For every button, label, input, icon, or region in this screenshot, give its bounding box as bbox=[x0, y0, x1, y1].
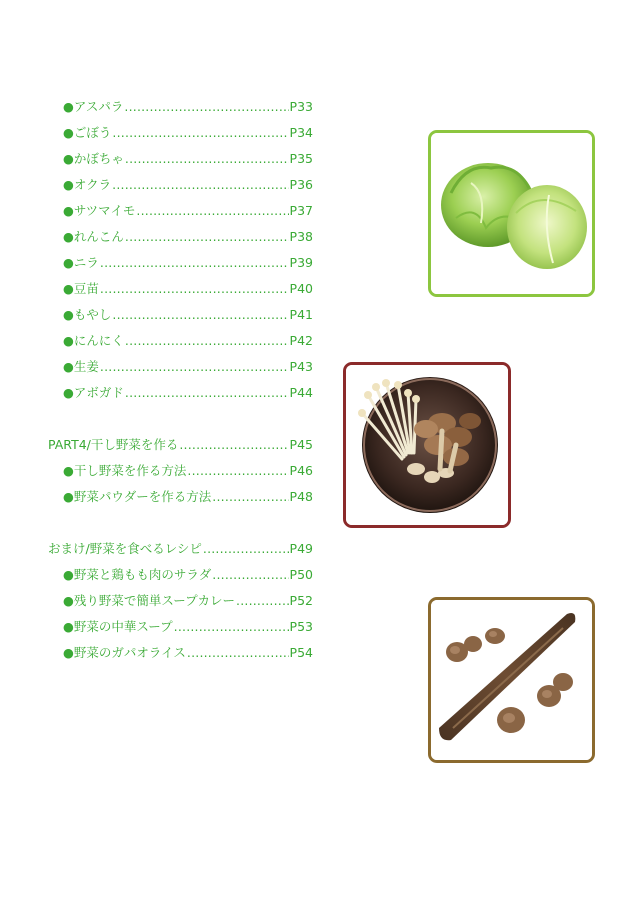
toc-entry-label: ●れんこん bbox=[63, 229, 124, 244]
mushroom-illustration bbox=[346, 365, 508, 525]
toc-entry-page: P36 bbox=[289, 177, 313, 192]
toc-entry-veg-powder-method bbox=[63, 489, 313, 505]
toc-entry-label: ●オクラ bbox=[63, 177, 112, 192]
leader-dots bbox=[179, 437, 288, 453]
toc-entry-page: P37 bbox=[289, 203, 313, 218]
toc-entry-avocado bbox=[63, 385, 313, 401]
leader-dots bbox=[203, 541, 289, 557]
toc-entry-label: ●干し野菜を作る方法 bbox=[63, 463, 187, 478]
taro-illustration bbox=[431, 600, 592, 760]
toc-entry-label: ●サツマイモ bbox=[63, 203, 136, 218]
toc-entry-page: P50 bbox=[289, 567, 313, 582]
leader-dots bbox=[100, 281, 289, 297]
leader-dots bbox=[125, 151, 289, 167]
toc-entry-label: ●もやし bbox=[63, 307, 112, 322]
toc-entry-label: ●残り野菜で簡単スープカレー bbox=[63, 593, 236, 608]
toc-entry-chives bbox=[63, 255, 313, 271]
leader-dots bbox=[125, 333, 289, 349]
toc-entry-label: ●野菜のガパオライス bbox=[63, 645, 186, 660]
leader-dots bbox=[236, 593, 289, 609]
toc-entry-page: P54 bbox=[289, 645, 313, 660]
toc-entry-ginger bbox=[63, 359, 313, 375]
toc-entry-page: P40 bbox=[289, 281, 313, 296]
toc-entry-page: P42 bbox=[289, 333, 313, 348]
toc-entry-page: P48 bbox=[289, 489, 313, 504]
toc-part4-heading bbox=[48, 437, 313, 453]
toc-entry-label: ●かぼちゃ bbox=[63, 151, 124, 166]
leader-dots bbox=[136, 203, 288, 219]
toc-entry-lotus-root bbox=[63, 229, 313, 245]
toc-entry-asparagus bbox=[63, 99, 313, 115]
toc-entry-page: P35 bbox=[289, 151, 313, 166]
taro-photo bbox=[428, 597, 595, 763]
leader-dots bbox=[187, 645, 289, 661]
leader-dots bbox=[112, 177, 288, 193]
toc-entry-garlic bbox=[63, 333, 313, 349]
toc-heading-page: P45 bbox=[289, 437, 313, 452]
toc-entry-page: P44 bbox=[289, 385, 313, 400]
toc-entry-page: P53 bbox=[289, 619, 313, 634]
leader-dots bbox=[125, 229, 289, 245]
leader-dots bbox=[212, 567, 288, 583]
toc-entry-chicken-salad bbox=[63, 567, 313, 583]
toc-entry-page: P52 bbox=[289, 593, 313, 608]
toc-entry-label: ●アボガド bbox=[63, 385, 124, 400]
toc-entry-page: P41 bbox=[289, 307, 313, 322]
toc-entry-label: ●野菜と鶏もも肉のサラダ bbox=[63, 567, 212, 582]
toc-entry-page: P38 bbox=[289, 229, 313, 244]
toc-entry-label: ●豆苗 bbox=[63, 281, 99, 296]
toc-entry-label: ●ニラ bbox=[63, 255, 99, 270]
leader-dots bbox=[112, 307, 288, 323]
leader-dots bbox=[112, 125, 288, 141]
lettuce-photo bbox=[428, 130, 595, 297]
mushroom-photo bbox=[343, 362, 511, 528]
toc-entry-bean-sprouts bbox=[63, 307, 313, 323]
toc-heading-label: PART4/干し野菜を作る bbox=[48, 437, 179, 452]
toc-heading-page: P49 bbox=[289, 541, 313, 556]
leader-dots bbox=[187, 463, 288, 479]
toc-entry-label: ●野菜の中華スープ bbox=[63, 619, 173, 634]
toc-entry-soup-curry bbox=[63, 593, 313, 609]
toc-entry-page: P34 bbox=[289, 125, 313, 140]
toc-entry-page: P39 bbox=[289, 255, 313, 270]
toc-entry-okra bbox=[63, 177, 313, 193]
leader-dots bbox=[100, 255, 289, 271]
toc-entry-label: ●生姜 bbox=[63, 359, 99, 374]
toc-entry-dried-veg-method bbox=[63, 463, 313, 479]
toc-entry-label: ●アスパラ bbox=[63, 99, 124, 114]
toc-entry-label: ●野菜パウダーを作る方法 bbox=[63, 489, 212, 504]
toc-entry-label: ●ごぼう bbox=[63, 125, 112, 140]
toc-bonus-heading bbox=[48, 541, 313, 557]
toc-entry-chinese-soup bbox=[63, 619, 313, 635]
toc-entry-pumpkin bbox=[63, 151, 313, 167]
leader-dots bbox=[124, 99, 288, 115]
leader-dots bbox=[125, 385, 289, 401]
leader-dots bbox=[174, 619, 289, 635]
lettuce-illustration bbox=[431, 133, 592, 294]
toc-entry-sweet-potato bbox=[63, 203, 313, 219]
toc-heading-label: おまけ/野菜を食べるレシピ bbox=[48, 541, 202, 556]
toc-entry-pea-sprouts bbox=[63, 281, 313, 297]
leader-dots bbox=[212, 489, 288, 505]
toc-entry-page: P46 bbox=[289, 463, 313, 478]
toc-entry-burdock bbox=[63, 125, 313, 141]
toc-entry-page: P33 bbox=[289, 99, 313, 114]
toc-entry-label: ●にんにく bbox=[63, 333, 124, 348]
toc-entry-page: P43 bbox=[289, 359, 313, 374]
leader-dots bbox=[100, 359, 289, 375]
toc-entry-gapao-rice bbox=[63, 645, 313, 661]
